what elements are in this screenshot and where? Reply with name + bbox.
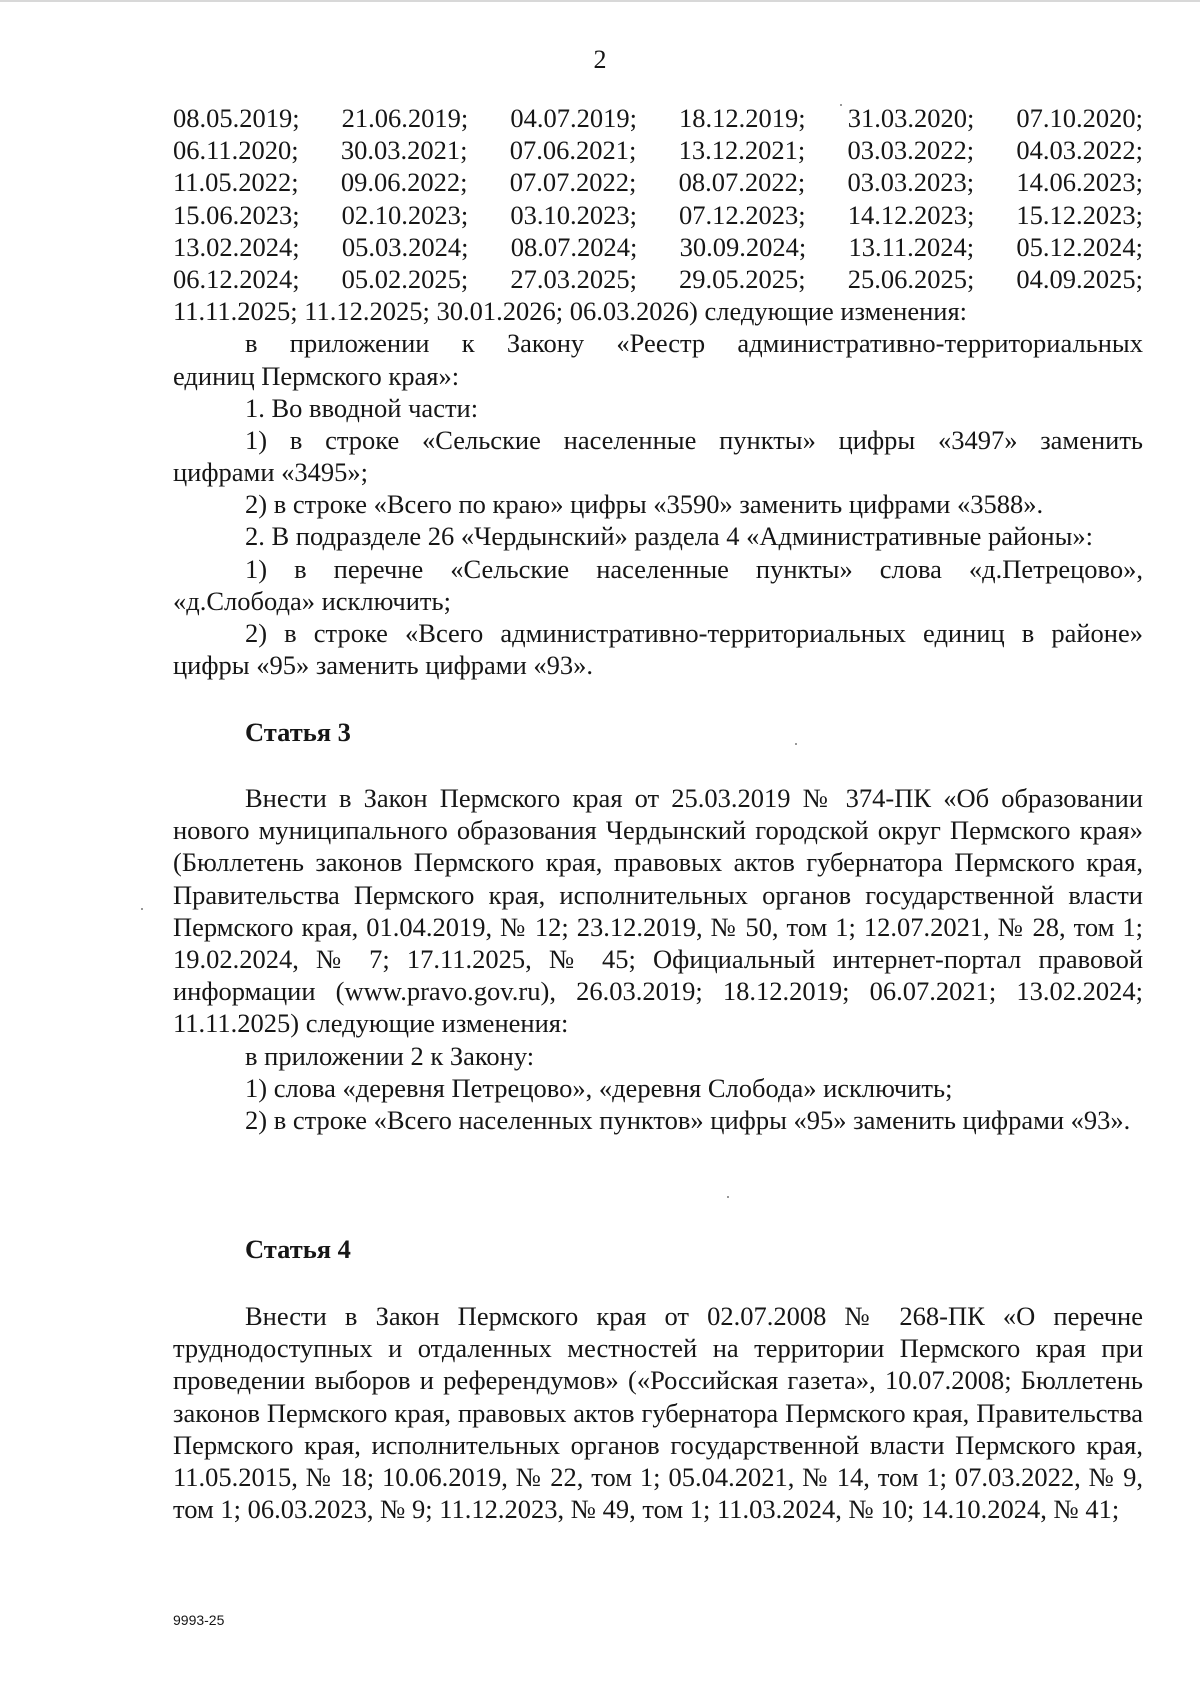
article-3-item: в приложении 2 к Закону: xyxy=(245,1040,535,1071)
date-entry: 13.12.2021; xyxy=(678,135,806,166)
scan-speck xyxy=(840,104,842,106)
date-entry: 30.09.2024; xyxy=(679,231,807,262)
dates-tail: 11.11.2025; 11.12.2025; 30.01.2026; 06.03.2026) следующие изменения: xyxy=(173,296,968,327)
page-number: 2 xyxy=(593,45,607,74)
amendment-line: цифрами «3495»; xyxy=(173,457,368,488)
amendment-line: 2. В подразделе 26 «Чердынский» раздела 4 «Административные районы»: xyxy=(245,521,1094,552)
dates-row xyxy=(173,102,1143,134)
scan-edge xyxy=(0,0,1200,2)
dates-row xyxy=(173,166,1143,198)
date-entry: 31.03.2020; xyxy=(847,103,975,133)
amendment-line: 1. Во вводной части: xyxy=(245,392,479,423)
article-3-item: 2) в строке «Всего населенных пунктов» цифры «95» заменить цифрами «93». xyxy=(245,1105,1131,1135)
document-code: 9993-25 xyxy=(173,1612,225,1628)
date-entry: 08.07.2022; xyxy=(678,167,806,198)
date-entry: 29.05.2025; xyxy=(679,263,806,294)
date-entry: 03.03.2022; xyxy=(847,135,975,166)
date-entry: 07.10.2020; xyxy=(1016,103,1143,133)
amendment-line: 2) в строке «Всего административно-территориальных единиц в районе» xyxy=(245,618,1143,648)
amendment-line: в приложении к Закону «Реестр административно-территориальных xyxy=(245,328,1143,359)
amendment-line: цифры «95» заменить цифрами «93». xyxy=(173,650,594,681)
amendment-line: 2) в строке «Всего по краю» цифры «3590» заменить цифрами «3588». xyxy=(245,489,1044,520)
article-3-item: 1) слова «деревня Петрецово», «деревня Слобода» исключить; xyxy=(245,1072,953,1103)
dates-row xyxy=(173,199,1143,231)
date-entry: 07.07.2022; xyxy=(509,167,637,198)
dates-block xyxy=(173,102,1143,681)
dates-row xyxy=(173,134,1143,166)
date-entry: 13.02.2024; xyxy=(173,231,300,262)
scan-speck xyxy=(727,1196,729,1198)
date-entry: 03.10.2023; xyxy=(510,199,637,230)
date-entry: 07.12.2023; xyxy=(679,199,806,230)
date-entry: 05.03.2024; xyxy=(341,231,469,262)
article-3-heading: Статья 3 xyxy=(245,717,351,747)
amendment-line: 1) в строке «Сельские населенные пункты» цифры «3497» заменить xyxy=(245,424,1143,455)
date-entry: 04.03.2022; xyxy=(1016,135,1143,166)
date-entry: 03.03.2023; xyxy=(847,167,975,198)
date-entry: 27.03.2025; xyxy=(510,263,637,294)
date-entry: 02.10.2023; xyxy=(341,199,469,230)
article-3-body xyxy=(173,782,1143,1136)
date-entry: 07.06.2021; xyxy=(509,135,637,166)
date-entry: 05.12.2024; xyxy=(1016,231,1143,262)
date-entry: 09.06.2022; xyxy=(340,167,468,198)
scan-speck xyxy=(141,908,143,910)
date-entry: 25.06.2025; xyxy=(847,263,975,294)
date-entry: 04.09.2025; xyxy=(1016,263,1143,294)
date-entry: 30.03.2021; xyxy=(340,135,468,166)
article-4-heading: Статья 4 xyxy=(245,1234,351,1264)
date-entry: 14.12.2023; xyxy=(847,199,975,230)
scan-speck xyxy=(795,743,797,745)
amendment-line: «д.Слобода» исключить; xyxy=(173,585,451,616)
date-entry: 11.05.2022; xyxy=(173,167,299,198)
date-entry: 05.02.2025; xyxy=(341,263,469,294)
dates-row xyxy=(173,263,1143,295)
date-entry: 04.07.2019; xyxy=(510,103,637,133)
date-entry: 08.07.2024; xyxy=(510,231,638,262)
article-3-intro: Внести в Закон Пермского края от 25.03.2019 № 374-ПК «Об образовании нового муниципального образования Чердынский городской округ Пермского края» (Бюллетень законов Пермского края, правовых актов губернатора Пермского края, Правительства Пермского края, исполнительных органов государственной власти Пермского края, 01.04.2019, № 12; 23.12.2019, № 50, том 1; 12.07.2021, № 28, том 1; 19.02.2024, № 7; 17.11.2025, № 45; Официальный интернет-портал правовой информации (www.pravo.gov.ru), 26.03.2019; 18.12.2019; 06.07.2021; 13.02.2024; 11.11.2025) следующие изменения: xyxy=(173,783,1143,1039)
date-entry: 14.06.2023; xyxy=(1016,167,1143,198)
date-entry: 15.12.2023; xyxy=(1016,199,1143,230)
date-entry: 15.06.2023; xyxy=(173,199,300,230)
date-entry: 13.11.2024; xyxy=(848,231,975,262)
date-entry: 18.12.2019; xyxy=(679,103,806,133)
date-entry: 08.05.2019; xyxy=(173,103,300,133)
amendment-line: единиц Пермского края»: xyxy=(173,360,460,391)
date-entry: 21.06.2019; xyxy=(341,103,469,133)
date-entry: 06.11.2020; xyxy=(173,135,299,166)
dates-row xyxy=(173,231,1143,263)
article-4-intro: Внести в Закон Пермского края от 02.07.2008 № 268-ПК «О перечне труднодоступных и отдаленных местностей на территории Пермского края при проведении выборов и референдумов» («Российская газета», 10.07.2008; Бюллетень законов Пермского края, правовых актов губернатора Пермского края, Правительства Пермского края, исполнительных органов государственной власти Пермского края, 11.05.2015, № 18; 10.06.2019, № 22, том 1; 05.04.2021, № 14, том 1; 07.03.2022, № 9, том 1; 06.03.2023, № 9; 11.12.2023, № 49, том 1; 11.03.2024, № 10; 14.10.2024, № 41; xyxy=(173,1301,1143,1525)
article-4-body xyxy=(173,1300,1143,1525)
date-entry: 06.12.2024; xyxy=(173,263,300,294)
amendment-line: 1) в перечне «Сельские населенные пункты» слова «д.Петрецово», xyxy=(245,553,1143,584)
